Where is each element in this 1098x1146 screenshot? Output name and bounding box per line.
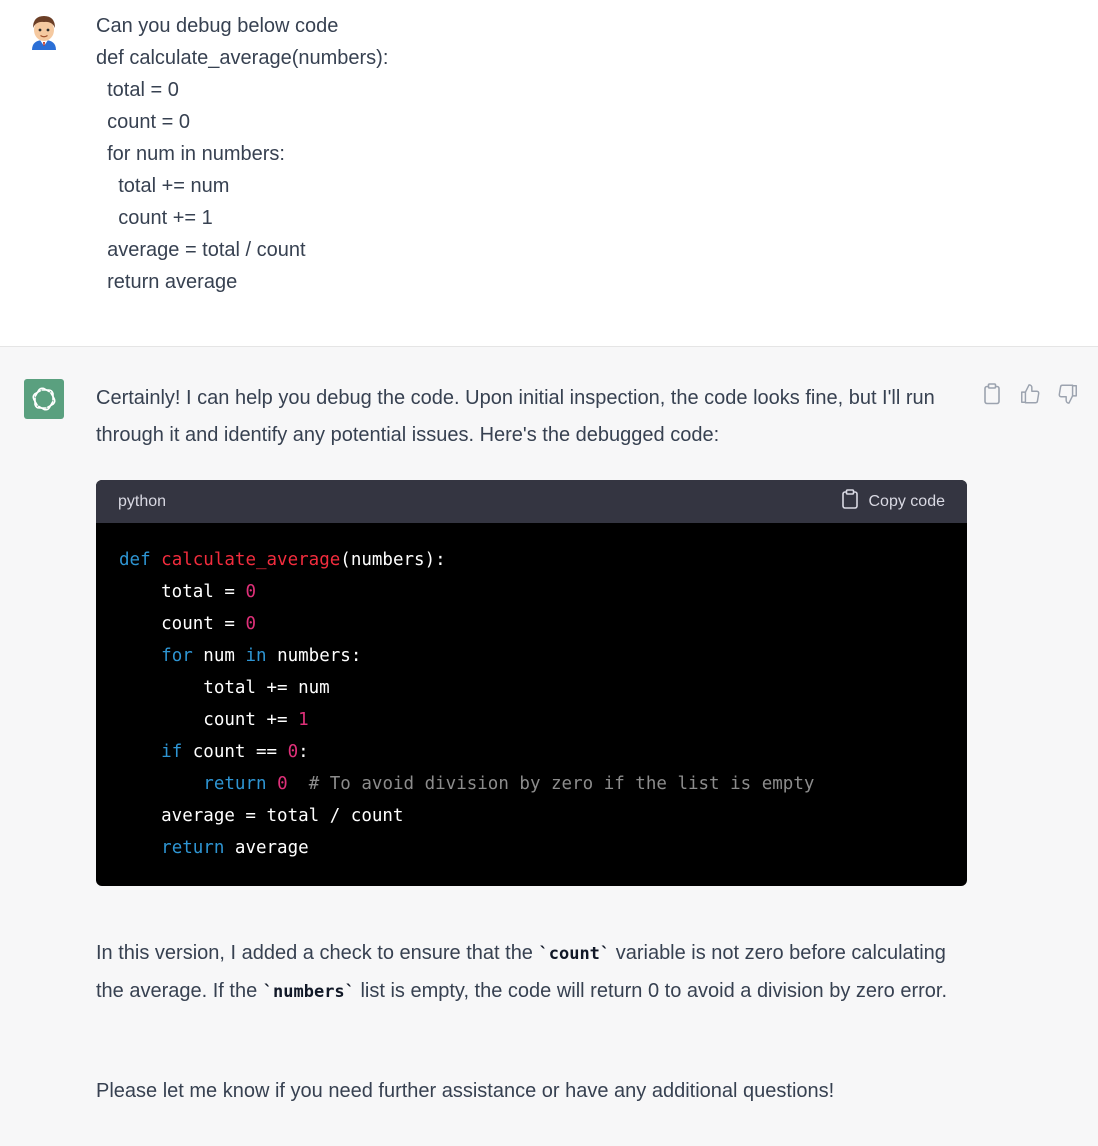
code-token: average = total / count xyxy=(119,806,404,826)
code-token: 0 xyxy=(245,614,256,634)
code-token: calculate_average xyxy=(161,550,341,570)
code-token: 0 xyxy=(287,742,299,762)
code-body xyxy=(96,523,967,885)
clipboard-icon xyxy=(841,489,859,514)
message-actions xyxy=(980,382,1080,406)
explanation-text: In this version, I added a check to ensure that the xyxy=(96,942,539,964)
code-line xyxy=(119,736,944,768)
code-token: average xyxy=(224,838,309,858)
assistant-closing-text: Please let me know if you need further assistance or have any additional questions! xyxy=(96,1080,835,1102)
user-line: Can you debug below code xyxy=(96,15,339,37)
inline-code-numbers: `numbers` xyxy=(262,982,355,1002)
copy-code-button[interactable] xyxy=(841,489,946,514)
user-line: total += num xyxy=(96,175,230,197)
code-line xyxy=(119,672,944,704)
user-line: def calculate_average(numbers): xyxy=(96,47,389,69)
user-avatar-icon xyxy=(24,10,64,50)
user-line: count = 0 xyxy=(96,111,190,133)
code-block-header xyxy=(96,480,967,523)
code-line xyxy=(119,608,944,640)
code-language-label: python xyxy=(118,492,167,510)
code-token: : xyxy=(298,742,309,762)
code-token: def xyxy=(119,550,151,570)
explanation-text: variable is not zero before calculating the average. If the xyxy=(96,942,946,1002)
thumbs-up-icon[interactable] xyxy=(1018,382,1042,406)
code-token: 0 xyxy=(277,774,288,794)
thumbs-down-icon[interactable] xyxy=(1056,382,1080,406)
user-line: total = 0 xyxy=(96,79,179,101)
code-token: 0 xyxy=(245,582,256,602)
copy-code-label: Copy code xyxy=(868,492,945,510)
code-token: # To avoid division by zero if the list is empty xyxy=(308,774,815,794)
code-token: total += num xyxy=(119,678,330,698)
code-token: count = xyxy=(119,614,246,634)
code-token xyxy=(119,742,161,762)
code-token: total = xyxy=(119,582,246,602)
explanation-text: list is empty, the code will return 0 to avoid a division by zero error. xyxy=(354,980,948,1002)
user-message xyxy=(0,0,1098,347)
code-token xyxy=(267,774,278,794)
code-token: (numbers): xyxy=(340,550,446,570)
user-line: average = total / count xyxy=(96,239,306,261)
code-token: numbers: xyxy=(266,646,362,666)
code-token: 1 xyxy=(298,710,309,730)
code-token: in xyxy=(245,646,267,666)
code-token xyxy=(119,774,203,794)
code-token: count += xyxy=(119,710,299,730)
code-token: if xyxy=(161,742,183,762)
code-block xyxy=(96,480,967,886)
code-token: for xyxy=(161,646,193,666)
code-line xyxy=(119,640,944,672)
inline-code-count: `count` xyxy=(538,944,611,964)
user-message-text xyxy=(96,10,388,298)
code-line xyxy=(119,544,944,576)
code-token: return xyxy=(203,774,267,794)
code-token: return xyxy=(161,838,225,858)
code-line xyxy=(119,768,944,800)
code-token xyxy=(119,646,161,666)
code-token xyxy=(288,774,309,794)
code-line xyxy=(119,800,944,832)
user-line: return average xyxy=(96,271,238,293)
assistant-message xyxy=(0,347,1098,1146)
assistant-intro-text: Certainly! I can help you debug the code. Upon initial inspection, the code looks fine, but I'll run through it and identify any potential issues. Here's the debugged code: xyxy=(96,387,935,446)
code-token xyxy=(119,838,161,858)
copy-icon[interactable] xyxy=(980,382,1004,406)
user-line: for num in numbers: xyxy=(96,143,285,165)
openai-logo-icon xyxy=(24,379,64,419)
code-token: count == xyxy=(182,742,288,762)
code-line xyxy=(119,832,944,864)
assistant-explanation-text xyxy=(96,935,966,1011)
code-line xyxy=(119,576,944,608)
user-line: count += 1 xyxy=(96,207,213,229)
code-token xyxy=(151,550,162,570)
code-line xyxy=(119,704,944,736)
code-token: num xyxy=(192,646,246,666)
